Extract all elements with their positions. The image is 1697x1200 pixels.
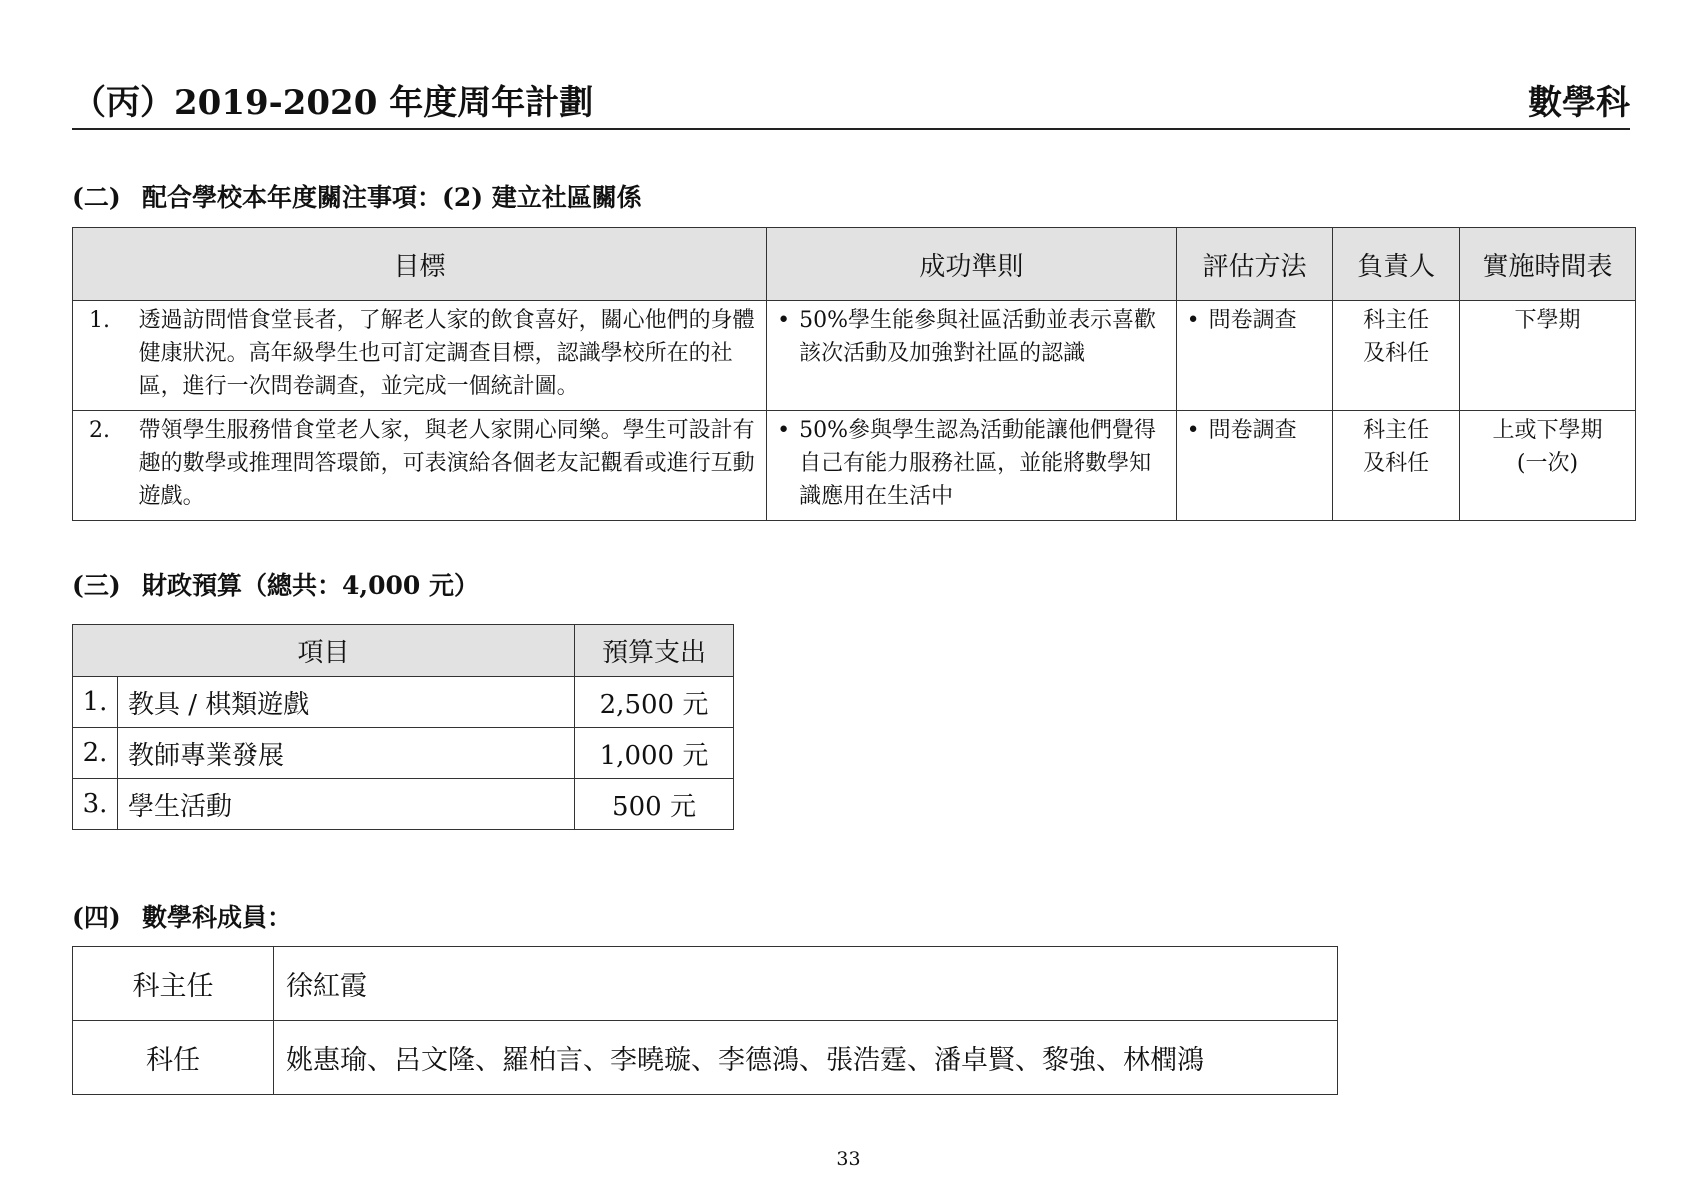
criteria-cell <box>767 301 1177 411</box>
criteria-cell <box>767 411 1177 521</box>
subject-title: 數學科 <box>1528 83 1630 123</box>
schedule-line-1: 上或下學期 <box>1492 418 1603 443</box>
section-4-title: 數學科成員： <box>142 903 293 932</box>
budget-row-number: 3. <box>73 779 118 830</box>
table-row <box>73 728 734 779</box>
budget-amount: 2,500 元 <box>575 677 734 728</box>
owner-line-2: 及科任 <box>1363 451 1430 476</box>
budget-header-row <box>73 625 734 677</box>
section-4-heading <box>72 898 292 934</box>
header-owner: 負責人 <box>1333 228 1460 301</box>
criteria-text: 50%參與學生認為活動能讓他們覺得自己有能力服務社區，並能將數學知識應用在生活中 <box>799 418 1157 509</box>
goal-text: 透過訪問惜食堂長者，了解老人家的飲食喜好，關心他們的身體健康狀況。高年級學生也可訂定調查目標，認識學校所在的社區，進行一次問卷調查，並完成一個統計圖。 <box>139 301 767 411</box>
section-3-heading <box>72 566 479 602</box>
owner-cell <box>1333 411 1460 521</box>
header-method: 評估方法 <box>1176 228 1333 301</box>
budget-row-number: 2. <box>73 728 118 779</box>
goals-table <box>72 227 1636 521</box>
table-row <box>73 779 734 830</box>
section-3-number: (三) <box>72 571 121 600</box>
owner-line-2: 及科任 <box>1363 341 1430 366</box>
method-text: 問卷調查 <box>1208 308 1297 333</box>
section-3-title: 財政預算（總共：4,000 元） <box>142 571 479 600</box>
section-4-number: (四) <box>72 903 121 932</box>
schedule-line-1: 下學期 <box>1514 308 1581 333</box>
page-header <box>72 83 1630 130</box>
schedule-line-2: (一次) <box>1516 451 1579 476</box>
budget-amount: 500 元 <box>575 779 734 830</box>
goals-header-row <box>73 228 1636 301</box>
budget-table <box>72 624 734 830</box>
table-row <box>73 947 1338 1021</box>
budget-amount: 1,000 元 <box>575 728 734 779</box>
budget-item: 學生活動 <box>118 779 575 830</box>
bullet-icon: • <box>777 418 791 443</box>
budget-item: 教具 / 棋類遊戲 <box>118 677 575 728</box>
owner-line-1: 科主任 <box>1363 308 1430 333</box>
section-2-heading <box>72 178 642 214</box>
owner-cell <box>1333 301 1460 411</box>
table-row <box>73 411 1636 521</box>
method-text: 問卷調查 <box>1208 418 1297 443</box>
section-2-number: (二) <box>72 183 121 212</box>
schedule-cell <box>1459 301 1635 411</box>
bullet-icon: • <box>777 308 791 333</box>
row-number: 1. <box>73 301 139 411</box>
bullet-icon: • <box>1186 308 1200 333</box>
page-number: 33 <box>836 1148 861 1170</box>
table-row <box>73 301 1636 411</box>
header-item: 項目 <box>73 625 575 677</box>
header-schedule: 實施時間表 <box>1459 228 1635 301</box>
header-goal: 目標 <box>73 228 767 301</box>
table-row <box>73 677 734 728</box>
goal-text: 帶領學生服務惜食堂老人家，與老人家開心同樂。學生可設計有趣的數學或推理問答環節，可表演給各個老友記觀看或進行互動遊戲。 <box>139 411 767 521</box>
table-row <box>73 1021 1338 1095</box>
budget-item: 教師專業發展 <box>118 728 575 779</box>
schedule-cell <box>1459 411 1635 521</box>
criteria-text: 50%學生能參與社區活動並表示喜歡該次活動及加強對社區的認識 <box>799 308 1157 366</box>
row-number: 2. <box>73 411 139 521</box>
bullet-icon: • <box>1186 418 1200 443</box>
owner-line-1: 科主任 <box>1363 418 1430 443</box>
member-names: 姚惠瑜、呂文隆、羅柏言、李曉璇、李德鴻、張浩霆、潘卓賢、黎強、林橍鴻 <box>274 1021 1338 1095</box>
header-criteria: 成功準則 <box>767 228 1177 301</box>
header-amount: 預算支出 <box>575 625 734 677</box>
member-role: 科主任 <box>73 947 274 1021</box>
members-table <box>72 946 1338 1095</box>
budget-row-number: 1. <box>73 677 118 728</box>
plan-title: （丙）2019-2020 年度周年計劃 <box>72 83 594 123</box>
member-names: 徐紅霞 <box>274 947 1338 1021</box>
method-cell <box>1176 301 1333 411</box>
member-role: 科任 <box>73 1021 274 1095</box>
section-2-title: 配合學校本年度關注事項：(2) 建立社區關係 <box>142 183 642 212</box>
method-cell <box>1176 411 1333 521</box>
